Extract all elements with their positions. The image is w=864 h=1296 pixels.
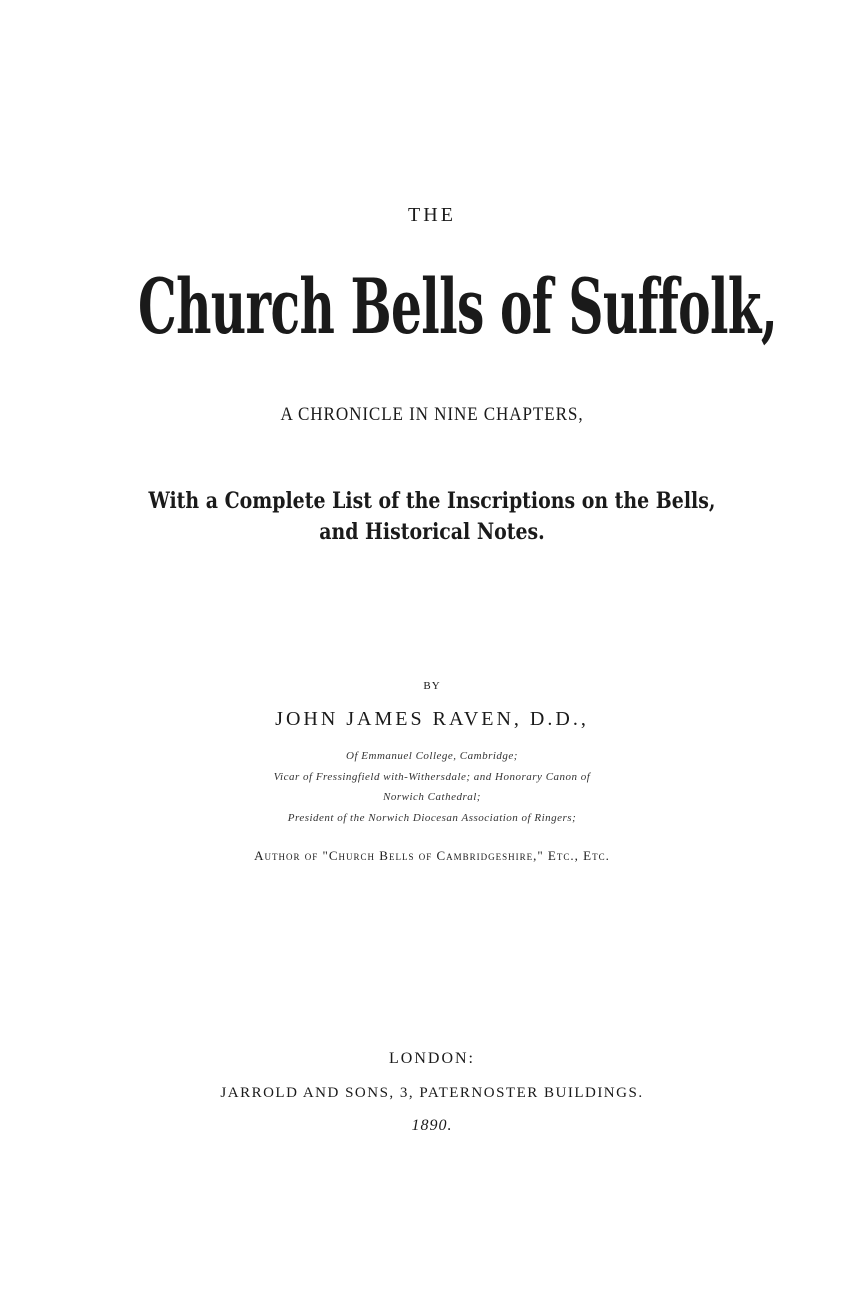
author-credential-2: Vicar of Fressingfield with-Withersdale; and Honorary Canon of: [273, 771, 591, 783]
publication-year: 1890.: [411, 1117, 453, 1134]
description-line-1: With a Complete List of the Inscriptions on the Bells,: [148, 488, 716, 514]
publisher: JARROLD AND SONS, 3, PATERNOSTER BUILDINGS.: [220, 1085, 644, 1101]
author-name: JOHN JAMES RAVEN, D.D.,: [275, 708, 589, 730]
author-credential-1: Of Emmanuel College, Cambridge;: [346, 750, 518, 762]
title-article: THE: [408, 204, 456, 226]
by-label: BY: [423, 680, 441, 692]
author-of-line: Author of "Church Bells of Cambridgeshire," Etc., Etc.: [254, 848, 610, 863]
publication-city: LONDON:: [389, 1050, 475, 1067]
author-credential-4: President of the Norwich Diocesan Association of Ringers;: [287, 812, 577, 824]
description-line-2: and Historical Notes.: [319, 519, 545, 545]
author-credential-3: Norwich Cathedral;: [383, 791, 481, 803]
subtitle: A CHRONICLE IN NINE CHAPTERS,: [280, 404, 584, 425]
main-title: Church Bells of Suffolk,: [138, 262, 778, 351]
